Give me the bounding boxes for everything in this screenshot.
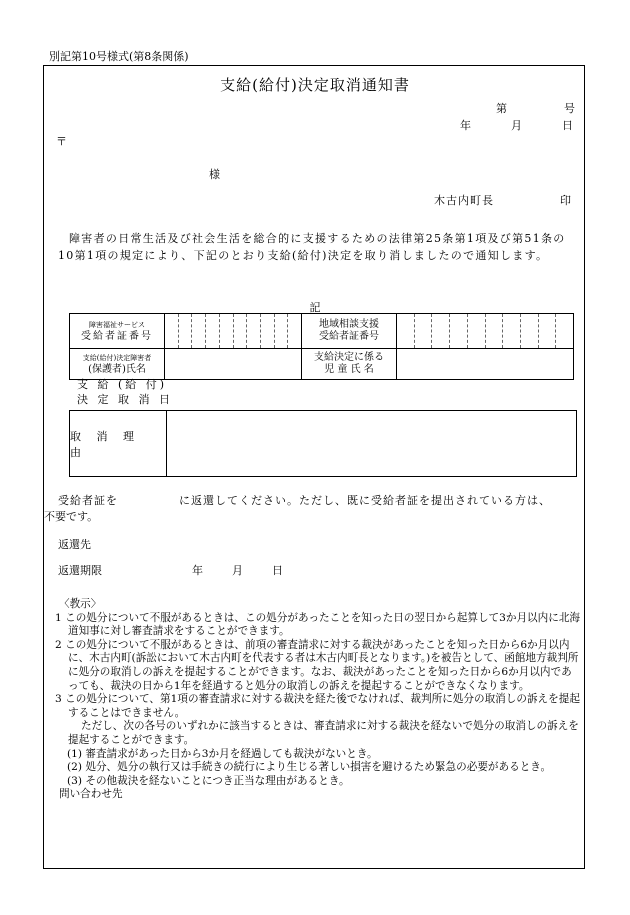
decision-person-name-field — [165, 349, 302, 380]
deadline-day: 日 — [272, 564, 283, 577]
postal-mark: 〒 — [56, 135, 67, 148]
deadline-year: 年 — [192, 564, 203, 577]
cancel-date-label-2: 決 定 取 消 日 — [77, 393, 173, 406]
date-day: 日 — [562, 119, 573, 132]
instruction-item-3: 3 この処分について、第1項の審査請求に対する裁決を経た後でなければ、裁判所に処分の取消しの訴えを提起することはできません。 — [55, 693, 580, 719]
deadline-month: 月 — [232, 564, 243, 577]
instruction-sub-3: (3) その他裁決を経ないことにつき正当な理由があるとき。 — [67, 774, 350, 787]
appeal-instructions — [55, 598, 581, 802]
community-cert-number-field — [397, 314, 574, 349]
decision-person-label: 支給(給付)決定障害者 (保護者)氏名 — [70, 349, 165, 380]
instruction-item-2: 2 この処分について不服があるときは、前項の審査請求に対する裁決があったことを知った日から6か月以内に、木古内町(訴訟において木古内町を代表する者は木古内町長となります。)を被告として、函館地方裁判所に処分の取消しの訴えを提起することができます。なお、裁決があったことを知った日から6か月以内であっても、裁決の日から1年を経過すると処分の取消しの訴えを提起することができなくなります。 — [55, 638, 579, 692]
seal-mark: 印 — [560, 194, 571, 207]
cancel-reason-field — [167, 411, 576, 476]
service-cert-number-field — [165, 314, 302, 349]
return-text-c: 不要です。 — [44, 510, 99, 523]
notice-body: 障害者の日常生活及び社会生活を総合的に支援するための法律第25条第1項及び第51条の10第1項の規定により、下記のとおり支給(給付)決定を取り消しましたので通知します。 — [58, 232, 566, 262]
instruction-sub-1: (1) 審査請求があった日から3か月を経過しても裁決がないとき。 — [67, 747, 378, 760]
cancel-reason-box — [69, 410, 577, 477]
child-name-field — [397, 349, 574, 380]
instructions-heading: 〈教示〉 — [59, 598, 102, 610]
date-month: 月 — [511, 119, 522, 132]
recipient-table — [69, 313, 574, 380]
ki-heading: 記 — [309, 301, 321, 314]
recipient-sama: 様 — [209, 168, 220, 181]
child-name-label: 支給決定に係る 児 童 氏 名 — [302, 349, 397, 380]
return-text-b: に返還してください。ただし、既に受給者証を提出されている方は、 — [179, 494, 551, 507]
issuer-name: 木古内町長 — [434, 194, 494, 207]
instruction-item-3-proviso: ただし、次の各号のいずれかに該当するときは、審査請求に対する裁決を経ないで処分の取消しの訴えを提起することができます。 — [68, 720, 579, 746]
cancel-date-label-1: 支 給 (給 付) — [77, 378, 168, 391]
cancel-reason-label: 取 消 理 由 — [70, 411, 167, 476]
instruction-item-1: 1 この処分について不服があるときは、この処分があったことを知った日の翌日から起算して3か月以内に北海道知事に対し審査請求をすることができます。 — [55, 611, 581, 638]
inquiry-label: 問い合わせ先 — [59, 788, 123, 801]
instruction-sub-2: (2) 処分、処分の執行又は手続きの続行により生じる著しい損害を避けるため緊急の必要があるとき。 — [67, 761, 552, 774]
date-year: 年 — [460, 119, 471, 132]
form-number-label: 別記第10号様式(第8条関係) — [49, 50, 189, 63]
number-dai: 第 — [496, 102, 507, 115]
number-go: 号 — [564, 102, 575, 115]
service-cert-label: 障害福祉サービス 受給者証番号 — [70, 314, 165, 349]
community-cert-label: 地域相談支援 受給者証番号 — [302, 314, 397, 349]
return-deadline-label: 返還期限 — [58, 564, 102, 577]
document-title: 支給(給付)決定取消通知書 — [220, 76, 410, 94]
return-destination-label: 返還先 — [58, 538, 91, 551]
return-text-a: 受給者証を — [58, 494, 118, 507]
